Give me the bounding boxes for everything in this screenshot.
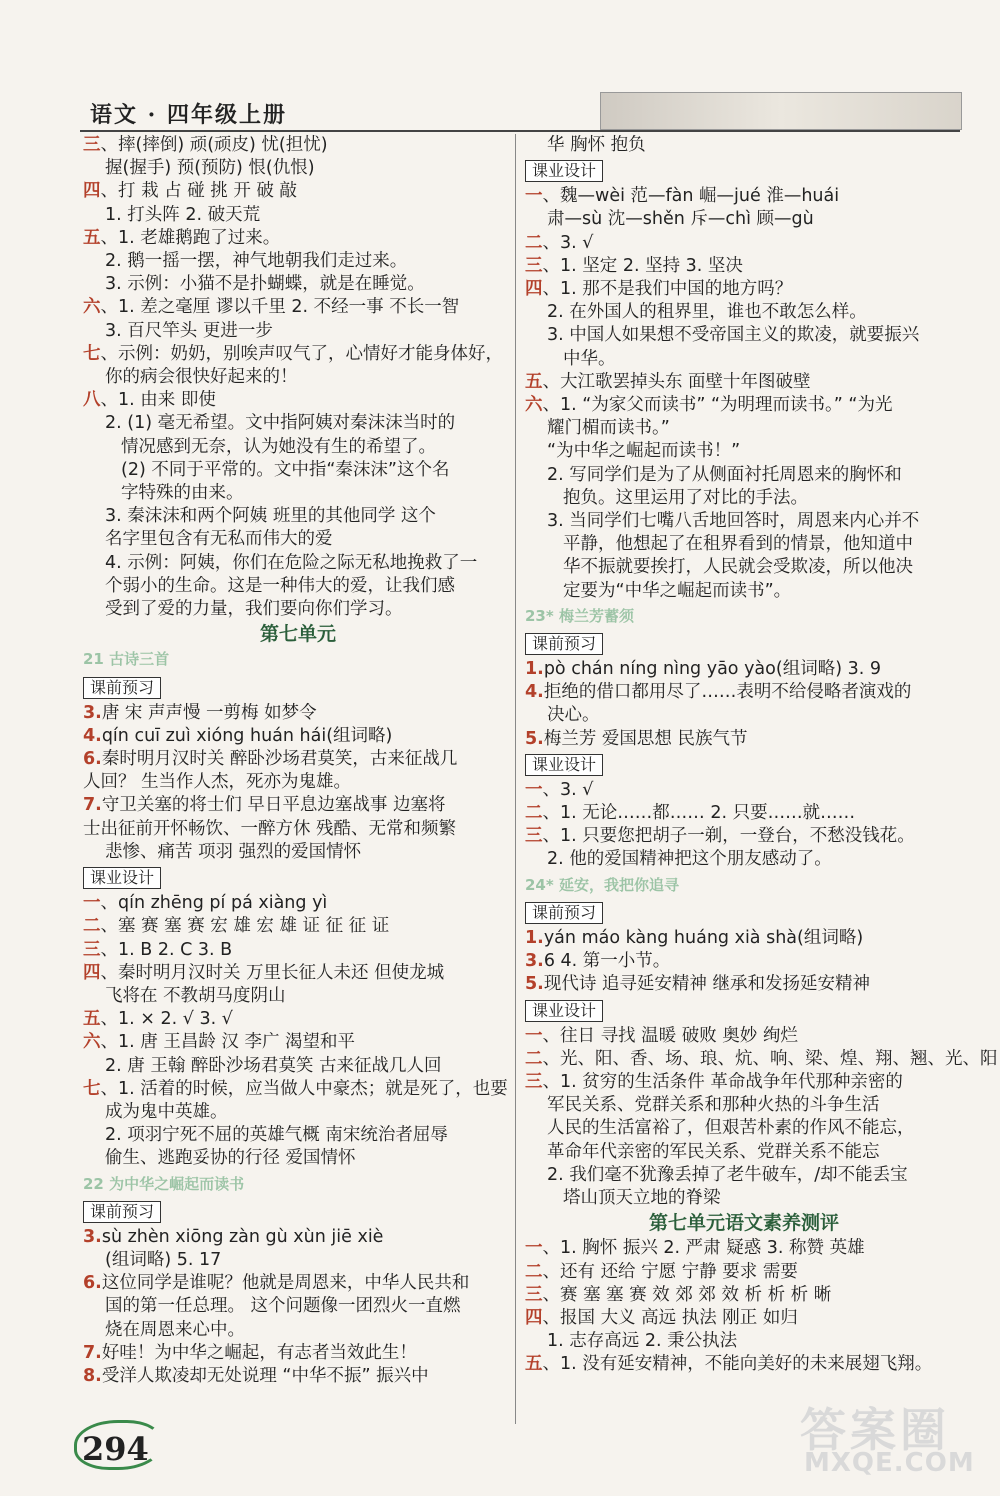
answer-text: 4. 示例：阿姨，你们在危险之际无私地挽救了一	[105, 552, 478, 573]
answer-text: 、大江歌罢掉头东 面壁十年图破壁	[542, 371, 811, 392]
answer-text: 华不振就要挨打，人民就会受欺凌，所以他决	[563, 557, 913, 578]
unit-heading: 第七单元	[259, 623, 336, 646]
answer-text: 飞将在 不教胡马度阴山	[105, 985, 286, 1006]
section-tag: 课业设计	[525, 1000, 603, 1022]
watermark-text: 答案圈	[800, 1403, 950, 1457]
answer-line	[83, 1031, 513, 1054]
answer-line	[525, 1094, 963, 1117]
answer-text: 、1. B 2. C 3. B	[100, 939, 233, 960]
answer-line	[83, 343, 513, 366]
answer-line	[83, 725, 513, 748]
answer-text: 国的第一任总理。 这个问题像一团烈火一直燃	[105, 1296, 461, 1317]
answer-line	[83, 1124, 513, 1147]
answer-text: 6 4. 第一小节。	[543, 951, 671, 972]
answer-text: 人回？ 生当作人杰，死亦为鬼雄。	[83, 772, 352, 793]
question-marker: 二	[83, 916, 101, 937]
answer-text: 现代诗 追寻延安精神 继承和发扬延安精神	[543, 974, 870, 995]
answer-line	[83, 1078, 513, 1101]
answer-line	[83, 771, 513, 794]
answer-text: pò chán níng nìng yāo yào(组词略) 3. 9	[543, 659, 881, 680]
answer-line	[525, 1048, 998, 1071]
answer-line	[83, 985, 513, 1008]
answer-line	[525, 658, 963, 681]
answer-text: 、塞 赛 塞 赛 宏 雄 宏 雄 证 征 征 证	[100, 916, 390, 937]
answer-text: 名字里包含有无私而伟大的爱	[105, 529, 333, 550]
answer-text: 平静，他想起了在租界看到的情景，他知道中	[563, 534, 913, 555]
section-tag: 课业设计	[525, 160, 603, 182]
question-marker: 5.	[525, 974, 544, 995]
answer-text: 偷生、逃跑妥协的行径 爱国情怀	[105, 1148, 356, 1169]
answer-text: 握(握手) 预(预防) 恨(仇恨)	[105, 158, 315, 179]
answer-line	[525, 324, 963, 347]
answer-line	[525, 704, 963, 727]
answer-line	[83, 436, 513, 459]
answer-line	[525, 255, 963, 278]
answer-text: 2. 我们毫不犹豫丢掉了老牛破车，/却不能丢宝	[547, 1164, 908, 1185]
question-marker: 三	[525, 826, 543, 847]
answer-text: 、1. 坚定 2. 坚持 3. 坚决	[542, 255, 743, 276]
page-number: 294	[82, 1430, 149, 1468]
answer-text: 2. (1) 毫无希望。文中指阿姨对秦沫沫当时的	[105, 413, 456, 434]
answer-line	[525, 927, 963, 950]
question-marker: 七	[83, 1078, 101, 1099]
question-marker: 三	[525, 255, 543, 276]
answer-text: 成为鬼中英雄。	[105, 1101, 228, 1122]
answer-line	[525, 580, 963, 603]
answer-line	[83, 134, 513, 157]
section-tag: 课前预习	[83, 1201, 161, 1223]
header-rule	[80, 130, 960, 132]
lesson-title: 24* 延安，我把你追寻	[525, 875, 679, 894]
answer-line	[525, 1141, 963, 1164]
question-marker: 一	[525, 186, 543, 207]
answer-line	[83, 250, 513, 273]
answer-text: 中华。	[563, 348, 616, 369]
question-marker: 二	[525, 1261, 543, 1282]
question-marker: 四	[83, 962, 101, 983]
section-tag-row	[525, 899, 963, 927]
answer-line	[83, 892, 513, 915]
answer-text: 秦时明月汉时关 醉卧沙场君莫笑，古来征战几	[101, 749, 458, 770]
answer-text: 你的病会很快好起来的！	[105, 367, 298, 388]
header-banner-decoration	[600, 92, 962, 130]
answer-text: 烧在周恩来心中。	[105, 1319, 245, 1340]
answer-line	[525, 950, 963, 973]
answer-line	[83, 320, 513, 343]
answer-text: 决心。	[547, 705, 600, 726]
question-marker: 四	[525, 1307, 543, 1328]
section-tag: 课业设计	[83, 867, 161, 889]
question-marker: 二	[525, 803, 543, 824]
question-marker: 三	[83, 135, 101, 155]
answer-line	[525, 1307, 963, 1330]
answer-text: 好哇！为中华之崛起，有志者当效此生！	[101, 1342, 417, 1363]
answer-text: 、1. 无论……都…… 2. 只要……就……	[542, 803, 856, 824]
question-marker: 6.	[83, 1273, 102, 1294]
book-title: 语文 · 四年级上册	[90, 102, 287, 128]
question-marker: 二	[525, 1048, 543, 1069]
question-marker: 7.	[83, 795, 102, 816]
section-tag: 课业设计	[525, 754, 603, 776]
answer-line	[83, 818, 513, 841]
answer-line	[525, 681, 963, 704]
answer-text: 、1. 由来 即使	[100, 390, 216, 411]
answer-line	[525, 208, 963, 231]
answer-text: 这位同学是谁呢？他就是周恩来，中华人民共和	[101, 1273, 470, 1294]
answer-line	[83, 962, 513, 985]
page-header	[80, 92, 960, 132]
question-marker: 1.	[525, 927, 544, 948]
section-tag-row	[525, 157, 963, 185]
answer-line	[83, 939, 513, 962]
answer-line	[525, 464, 963, 487]
answer-line	[525, 440, 963, 463]
answer-text: 军民关系、党群关系和那种火热的斗争生活	[547, 1095, 880, 1116]
question-marker: 五	[525, 371, 543, 392]
answer-line	[525, 1187, 963, 1210]
question-marker: 一	[525, 779, 543, 800]
answer-line	[83, 296, 513, 319]
answer-text: 受到了爱的力量，我们要向你们学习。	[105, 599, 403, 620]
answer-line	[525, 533, 963, 556]
question-marker: 一	[525, 1238, 543, 1259]
answer-line	[83, 1147, 513, 1170]
answer-text: 、还有 还给 宁愿 宁静 要求 需要	[542, 1261, 798, 1282]
answer-text: 、示例：奶奶，别唉声叹气了，心情好才能身体好，	[100, 343, 503, 364]
answer-line	[525, 779, 963, 802]
answer-line	[83, 598, 513, 621]
answer-line	[525, 556, 963, 579]
answer-line	[525, 232, 963, 255]
answer-line	[83, 915, 513, 938]
answer-text: 耀门楣而读书。”	[547, 418, 670, 439]
answer-text: 人民的生活富裕了，但艰苦朴素的作风不能忘，	[547, 1118, 915, 1139]
answer-line	[83, 1319, 513, 1342]
watermark-logo	[800, 1394, 975, 1484]
answer-text: 、1. 只要您把胡子一剃，一登台，不愁没钱花。	[542, 826, 915, 847]
section-tag-row	[525, 630, 963, 658]
answer-text: 、1. × 2. √ 3. √	[100, 1009, 233, 1030]
answer-line	[525, 134, 963, 157]
question-marker: 五	[525, 1354, 543, 1375]
answer-text: (组词略) 5. 17	[105, 1249, 222, 1270]
answer-line	[83, 180, 513, 203]
question-marker: 六	[83, 1032, 101, 1053]
section-tag-row	[83, 674, 513, 702]
answer-text: 、赛 塞 塞 赛 效 郊 郊 效 析 析 析 晰	[542, 1284, 832, 1305]
answer-line	[83, 157, 513, 180]
section-tag-row	[525, 751, 963, 779]
answer-text: 1. 志存高远 2. 秉公执法	[547, 1331, 738, 1352]
question-marker: 三	[83, 939, 101, 960]
answer-text: 3. 百尺竿头 更进一步	[105, 320, 273, 341]
answer-text: 、打 栽 占 碰 挑 开 破 敲	[100, 181, 297, 202]
answer-text: 守卫关塞的将士们 早日平息边塞战事 边塞将	[101, 795, 446, 816]
answer-line	[525, 394, 963, 417]
answer-text: 2. 鹅一摇一摆，神气地朝我们走过来。	[105, 251, 408, 272]
answer-text: 、报国 大义 高远 执法 刚正 如归	[542, 1307, 798, 1328]
question-marker: 8.	[83, 1365, 102, 1386]
answer-text: 唐 宋 声声慢 一剪梅 如梦令	[101, 702, 317, 723]
answer-text: 、1. 那不是我们中国的地方吗？	[542, 279, 793, 300]
answer-line	[525, 1071, 963, 1094]
question-marker: 7.	[83, 1342, 102, 1363]
answer-text: 、1. 活着的时候，应当做人中豪杰；就是死了，也要	[100, 1078, 508, 1099]
answer-text: 革命年代亲密的军民关系、党群关系不能忘	[547, 1141, 880, 1162]
question-marker: 一	[525, 1025, 543, 1046]
lesson-title: 21 古诗三首	[83, 650, 170, 669]
question-marker: 六	[83, 297, 101, 318]
answer-text: 定要为“中华之崛起而读书”。	[563, 580, 792, 601]
answer-text: 、魏—wèi 范—fàn 崛—jué 淮—huái	[542, 186, 840, 207]
answer-text: 情况感到无奈，认为她没有生的希望了。	[121, 436, 436, 457]
answer-line	[525, 1353, 963, 1376]
answer-line	[525, 301, 963, 324]
answer-text: 华 胸怀 抱负	[547, 135, 646, 155]
lesson-title: 23* 梅兰芳蓄须	[525, 606, 634, 625]
answer-line	[525, 802, 963, 825]
section-tag: 课前预习	[525, 633, 603, 655]
answer-text: 、1. 差之毫厘 谬以千里 2. 不经一事 不长一智	[100, 297, 460, 318]
section-tag-row	[525, 997, 963, 1025]
answer-line	[83, 412, 513, 435]
question-marker: 1.	[525, 659, 544, 680]
answer-line	[83, 1226, 513, 1249]
question-marker: 三	[525, 1071, 543, 1092]
answer-line	[83, 748, 513, 771]
answer-line	[83, 1055, 513, 1078]
answer-text: 3. 秦沫沫和两个阿姨 班里的其他同学 这个	[105, 506, 436, 527]
question-marker: 四	[83, 181, 101, 202]
answer-text: 1. 打头阵 2. 破天荒	[105, 204, 261, 225]
answer-text: 士出征前开怀畅饮、一醉方休 残酷、无常和频繁	[83, 818, 457, 839]
answer-line	[525, 510, 963, 533]
answer-text: (2) 不同于平常的。文中指“秦沫沫”这个名	[121, 459, 450, 480]
question-marker: 一	[83, 893, 101, 914]
question-marker: 3.	[83, 1226, 102, 1247]
answer-text: 、3. √	[542, 779, 594, 800]
answer-line	[525, 728, 963, 751]
answer-line	[83, 482, 513, 505]
answer-line	[525, 1025, 963, 1048]
question-marker: 五	[83, 227, 101, 248]
question-marker: 4.	[525, 682, 544, 703]
answer-text: 2. 写同学们是为了从侧面衬托周恩来的胸怀和	[547, 464, 902, 485]
lesson-title: 22 为中华之崛起而读书	[83, 1174, 245, 1193]
answer-text: 抱负。这里运用了对比的手法。	[563, 487, 808, 508]
answer-text: 、秦时明月汉时关 万里长征人未还 但使龙城	[100, 962, 445, 983]
answer-text: “为中华之崛起而读书！”	[547, 441, 741, 462]
answer-text: 、往日 寻找 温暖 破败 奥妙 绚烂	[542, 1025, 798, 1046]
answer-text: qín cuī zuì xióng huán hái(组词略)	[101, 725, 393, 746]
answer-line	[525, 487, 963, 510]
answer-text: 2. 唐 王翰 醉卧沙场君莫笑 古来征战几人回	[105, 1055, 442, 1076]
question-marker: 四	[525, 279, 543, 300]
section-tag: 课前预习	[525, 902, 603, 924]
answer-line	[83, 366, 513, 389]
question-marker: 3.	[525, 951, 544, 972]
column-divider	[515, 134, 516, 1424]
answer-line	[83, 1249, 513, 1272]
answer-line	[83, 1365, 513, 1388]
question-marker: 5.	[525, 728, 544, 749]
answer-line	[83, 841, 513, 864]
question-marker: 4.	[83, 725, 102, 746]
answer-text: 、光、阳、香、场、琅、炕、响、梁、煌、翔、翘、光、阳	[542, 1048, 998, 1069]
question-marker: 六	[525, 395, 543, 416]
answer-line	[83, 389, 513, 412]
answer-text: 个弱小的生命。这是一种伟大的爱，让我们感	[105, 575, 455, 596]
question-marker: 八	[83, 390, 101, 411]
answer-line	[525, 848, 963, 871]
answer-text: 、1. 胸怀 振兴 2. 严肃 疑惑 3. 称赞 英雄	[542, 1238, 865, 1259]
answer-line	[525, 1261, 963, 1284]
answer-text: 、3. √	[542, 232, 594, 253]
question-marker: 七	[83, 343, 101, 364]
answer-line	[525, 278, 963, 301]
right-column	[525, 134, 998, 1377]
section-tag-row	[83, 1198, 513, 1226]
answer-line	[525, 185, 963, 208]
answer-text: 、1. 唐 王昌龄 汉 李广 渴望和平	[100, 1032, 356, 1053]
answer-text: 肃—sù 沈—shěn 斥—chì 顾—gù	[547, 209, 814, 230]
answer-text: 、1. “为家父而读书” “为明理而读书。” “为光	[542, 395, 893, 416]
question-marker: 五	[83, 1009, 101, 1030]
answer-text: 悲惨、痛苦 项羽 强烈的爱国情怀	[105, 841, 362, 862]
answer-line	[525, 1237, 963, 1260]
question-marker: 3.	[83, 702, 102, 723]
left-column	[83, 134, 513, 1388]
answer-text: 、1. 老雄鹅跑了过来。	[100, 227, 281, 248]
answer-text: 、qín zhēng pí pá xiàng yì	[100, 893, 328, 914]
answer-line	[525, 348, 963, 371]
answer-line	[525, 417, 963, 440]
answer-line	[83, 702, 513, 725]
unit-heading: 第七单元语文素养测评	[648, 1212, 839, 1235]
section-tag-row	[83, 864, 513, 892]
answer-line	[83, 1342, 513, 1365]
answer-line	[83, 273, 513, 296]
question-marker: 6.	[83, 749, 102, 770]
answer-text: 2. 项羽宁死不屈的英雄气概 南宋统治者屈辱	[105, 1125, 448, 1146]
answer-text: 受洋人欺凌却无处说理 “中华不振” 振兴中	[101, 1365, 429, 1386]
answer-text: 3. 示例：小猫不是扑蝴蝶，就是在睡觉。	[105, 274, 425, 295]
answer-line	[525, 1117, 963, 1140]
answer-text: 2. 在外国人的租界里，谁也不敢怎么样。	[547, 302, 867, 323]
answer-line	[83, 552, 513, 575]
answer-text: 、1. 没有延安精神，不能向美好的未来展翅飞翔。	[542, 1354, 933, 1375]
answer-text: 3. 中国人如果想不受帝国主义的欺凌，就要振兴	[547, 325, 920, 346]
answer-text: 塔山顶天立地的脊梁	[563, 1187, 721, 1208]
answer-line	[83, 528, 513, 551]
answer-line	[83, 794, 513, 817]
answer-line	[83, 1295, 513, 1318]
answer-line	[83, 204, 513, 227]
question-marker: 三	[525, 1284, 543, 1305]
answer-text: 、摔(摔倒) 顽(顽皮) 忧(担忧)	[100, 135, 328, 155]
section-tag: 课前预习	[83, 677, 161, 699]
watermark-url: MXQE.COM	[804, 1448, 975, 1478]
answer-line	[83, 1272, 513, 1295]
answer-line	[83, 575, 513, 598]
answer-text: 2. 他的爱国精神把这个朋友感动了。	[547, 849, 832, 870]
answer-line	[83, 1101, 513, 1124]
answer-text: 3. 当同学们七嘴八舌地回答时，周恩来内心并不	[547, 511, 920, 532]
answer-line	[83, 505, 513, 528]
answer-line	[525, 973, 963, 996]
question-marker: 二	[525, 232, 543, 253]
answer-line	[525, 1164, 963, 1187]
answer-line	[83, 459, 513, 482]
answer-text: sù zhèn xiōng zàn gù xùn jiē xiè	[101, 1226, 384, 1247]
answer-line	[525, 1330, 963, 1353]
answer-text: yán máo kàng huáng xià shà(组词略)	[543, 927, 864, 948]
answer-text: 梅兰芳 爱国思想 民族气节	[543, 728, 748, 749]
answer-line	[525, 825, 963, 848]
answer-line	[83, 1008, 513, 1031]
answer-text: 、1. 贫穷的生活条件 革命战争年代那种亲密的	[542, 1071, 903, 1092]
answer-text: 拒绝的借口都用尽了……表明不给侵略者演戏的	[543, 682, 912, 703]
answer-text: 字特殊的由来。	[121, 483, 244, 504]
answer-line	[83, 227, 513, 250]
answer-line	[525, 371, 963, 394]
answer-line	[525, 1284, 963, 1307]
